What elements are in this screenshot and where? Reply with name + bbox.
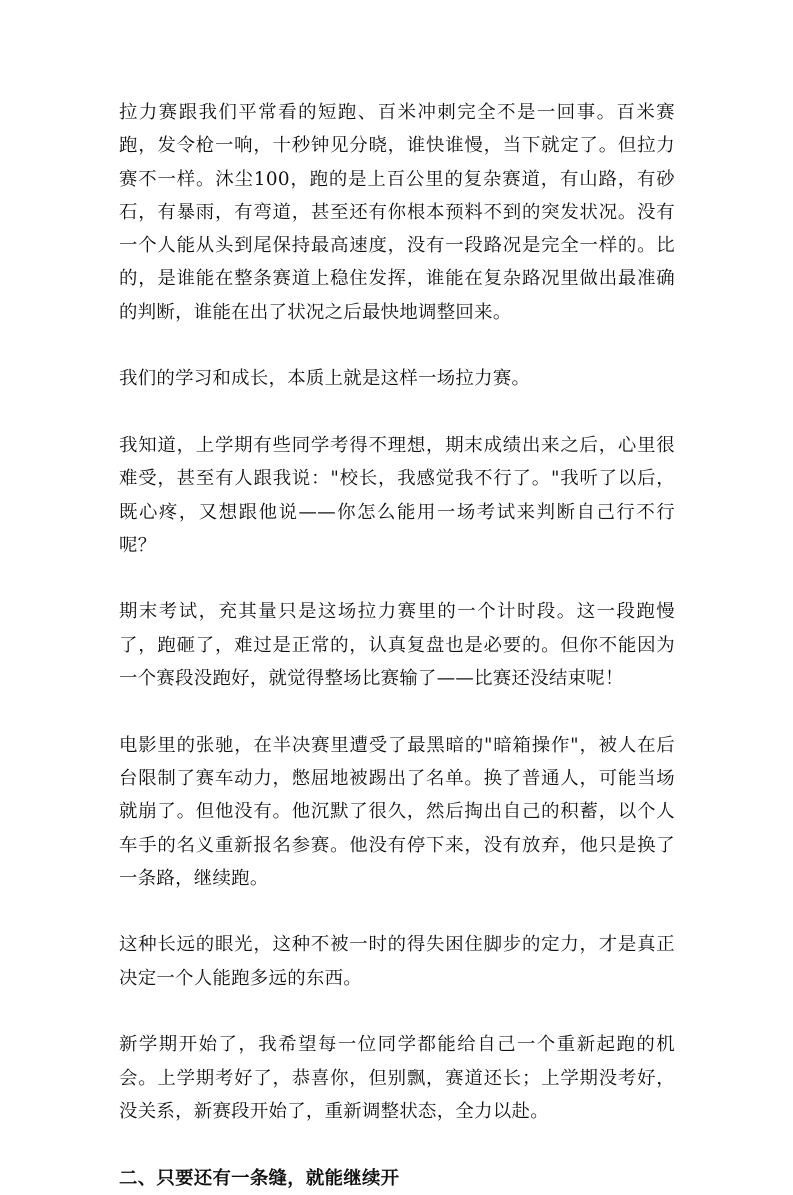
paragraph-learning-rally: 我们的学习和成长，本质上就是这样一场拉力赛。 (119, 368, 531, 390)
paragraph-final-exam: 期末考试，充其量只是这场拉力赛里的一个计时段。这一段跑慢了，跑砸了，难过是正常的，认真复盘也是必要的。但你不能因为一个赛段没跑好，就觉得整场比赛输了——比赛还没结束呢！ (119, 601, 675, 690)
document-body (119, 96, 675, 1195)
section-heading: 二、只要还有一条缝，就能继续开 (119, 1167, 400, 1189)
paragraph-long-term-vision: 这种长远的眼光，这种不被一时的得失困住脚步的定力，才是真正决定一个人能跑多远的东西。 (119, 934, 675, 989)
paragraph-new-semester: 新学期开始了，我希望每一位同学都能给自己一个重新起跑的机会。上学期考好了，恭喜你，但别飘，赛道还长；上学期没考好，没关系，新赛段开始了，重新调整状态，全力以赴。 (119, 1034, 675, 1122)
paragraph-rally-comparison: 拉力赛跟我们平常看的短跑、百米冲刺完全不是一回事。百米赛跑，发令枪一响，十秒钟见分晓，谁快谁慢，当下就定了。但拉力赛不一样。沐尘100，跑的是上百公里的复杂赛道，有山路，有砂石，有暴雨，有弯道，甚至还有你根本预料不到的突发状况。没有一个人能从头到尾保持最高速度，没有一段路况是完全一样的。比的，是谁能在整条赛道上稳住发挥，谁能在复杂路况里做出最准确的判断，谁能在出了状况之后最快地调整回来。 (119, 102, 675, 323)
paragraph-last-semester: 我知道，上学期有些同学考得不理想，期末成绩出来之后，心里很难受，甚至有人跟我说："校长，我感觉我不行了。"我听了以后，既心疼，又想跟他说——你怎么能用一场考试来判断自己行不行呢？ (119, 434, 675, 556)
paragraph-movie-zhangchi: 电影里的张驰，在半决赛里遭受了最黑暗的"暗箱操作"，被人在后台限制了赛车动力，憋屈地被踢出了名单。换了普通人，可能当场就崩了。但他没有。他沉默了很久，然后掏出自己的积蓄，以个人车手的名义重新报名参赛。他没有停下来，没有放弃，他只是换了一条路，继续跑。 (119, 734, 675, 889)
